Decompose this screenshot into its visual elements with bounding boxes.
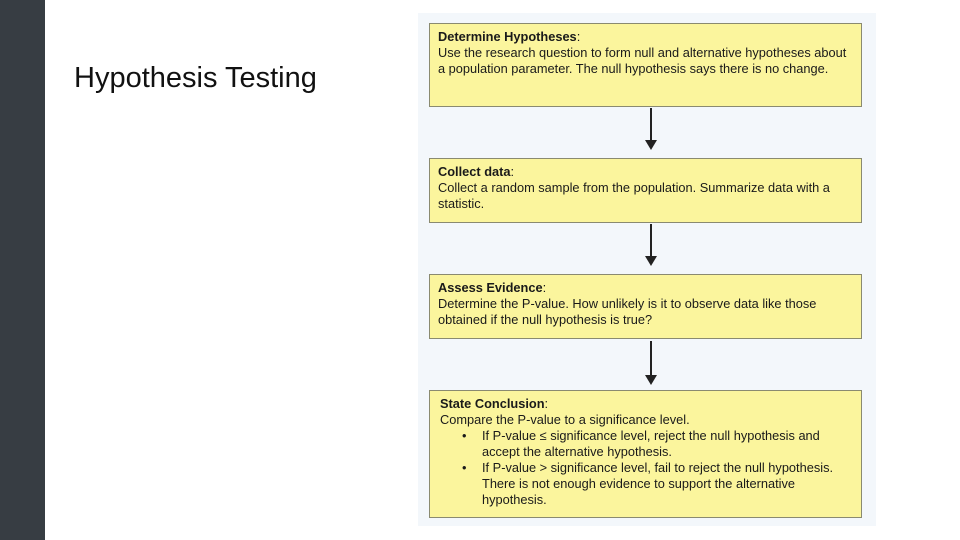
arrow-down-icon [644, 108, 658, 150]
step-assess-evidence [429, 274, 862, 339]
step-text: Collect a random sample from the population. Summarize data with a statistic. [438, 180, 830, 211]
step-title: Collect data [438, 164, 511, 179]
left-accent-bar [0, 0, 45, 540]
arrow-down-icon [644, 341, 658, 385]
step-colon: : [510, 164, 515, 179]
conclusion-bullet-list [440, 428, 853, 508]
step-collect-data [429, 158, 862, 223]
arrow-down-icon [644, 224, 658, 266]
step-title: Assess Evidence [438, 280, 543, 295]
list-item: • If P-value > significance level, fail to reject the null hypothesis. There is not enough evidence to support the alternative hypothesis. [482, 460, 853, 508]
list-item: • If P-value ≤ significance level, reject the null hypothesis and accept the alternative hypothesis. [482, 428, 853, 460]
step-colon: : [542, 280, 547, 295]
step-colon: : [576, 29, 581, 44]
step-title: State Conclusion [440, 396, 545, 411]
slide-title: Hypothesis Testing [74, 62, 317, 94]
step-determine-hypotheses [429, 23, 862, 107]
step-text: Use the research question to form null and alternative hypotheses about a population parameter. The null hypothesis says there is no change. [438, 45, 847, 76]
step-text: Determine the P-value. How unlikely is it to observe data like those obtained if the null hypothesis is true? [438, 296, 817, 327]
step-text: Compare the P-value to a significance level. [440, 412, 690, 427]
step-title: Determine Hypotheses [438, 29, 577, 44]
step-colon: : [544, 396, 549, 411]
step-state-conclusion [429, 390, 862, 518]
